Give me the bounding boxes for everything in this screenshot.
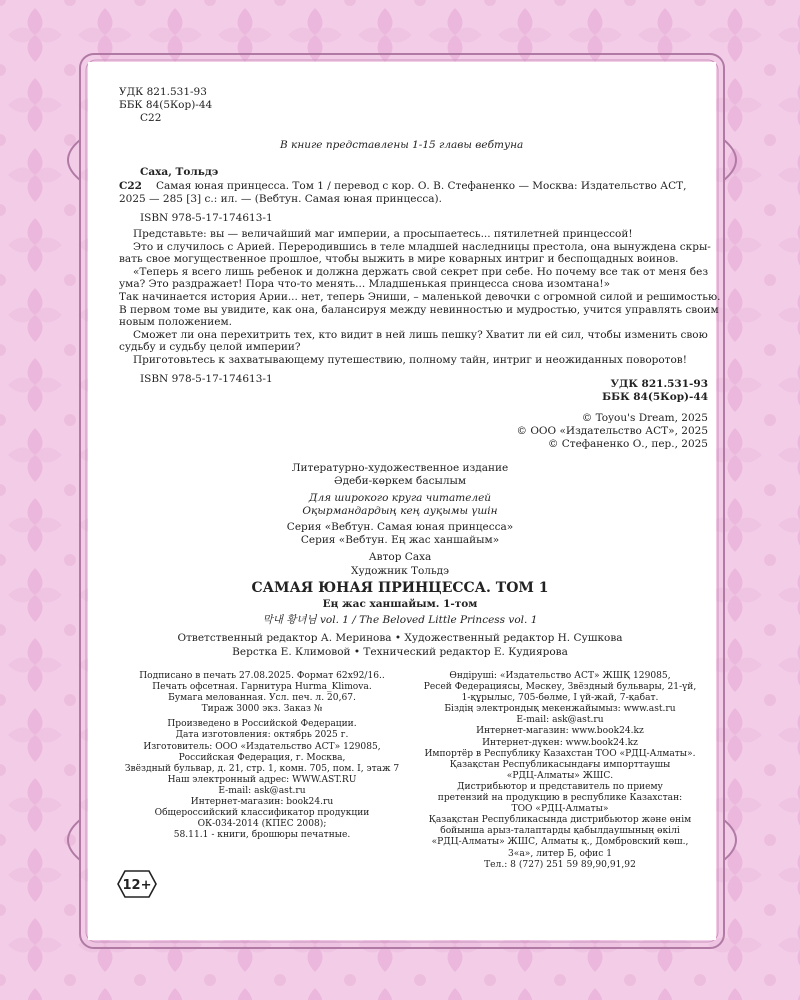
annotation-line: В первом томе вы увидите, как она, балансируя между невинностью и мудростью, учится управлять своим	[119, 303, 719, 316]
imprint-line: претензий на продукцию в республике Казахстан:	[437, 793, 683, 804]
isbn-2: ISBN 978-5-17-174613-1	[140, 373, 273, 385]
imprint-line: Интернет-магазин: www.book24.kz	[476, 726, 644, 737]
author-credit: Автор Саха	[368, 551, 432, 563]
imprint-line: бойынша арыз-талаптарды қабылдаушының өкілі	[440, 826, 680, 837]
imprint-line: Қазақстан Республикасындағы импорттаушы	[449, 759, 671, 770]
imprint-line: Российская Федерация, г. Москва,	[178, 752, 346, 763]
annotation-line: вать свое могущественное прошлое, чтобы выжить в мире коварных интриг и беспощадных воинов.	[119, 253, 679, 266]
annotation-line: ума? Это раздражает! Пора что-то менять... Младшенькая принцесса снова изомтана!»	[119, 278, 611, 291]
imprint-line: Интернет-дүкен: www.book24.kz	[482, 737, 638, 748]
imprint-line: 1-құрылыс, 705-бөлме, I үй-жай, 7-қабат.	[461, 693, 659, 704]
age-rating-text: 12+	[122, 878, 152, 893]
bib-line-1: Самая юная принцесса. Том 1 / перевод с кор. О. В. Стефаненко — Москва: Издательство АСТ,	[156, 180, 687, 192]
imprint-line: Қазақстан Республикасында дистрибьютор және өнім	[428, 815, 692, 826]
annotation-line: Сможет ли она перехитрить тех, кто видит в ней лишь пешку? Хватит ли ей сил, чтобы изменить свою	[133, 328, 708, 341]
imprint-line: Печать офсетная. Гарнитура Hurma_Klimova.	[152, 682, 372, 693]
imprint-line: Произведено в Российской Федерации.	[167, 719, 357, 730]
imprint-line: Общероссийский классификатор продукции	[154, 808, 370, 819]
layout-line: Верстка Е. Климовой • Технический редактор Е. Кудиярова	[232, 646, 568, 658]
imprint-line: Дистрибьютор и представитель по приему	[457, 781, 663, 792]
original-title: 막내 황녀님 vol. 1 / The Beloved Little Princess vol. 1	[262, 614, 538, 626]
bbk-right: ББК 84(5Кор)-44	[602, 391, 708, 403]
imprint-line: «РДЦ-Алматы» ЖШС.	[506, 770, 614, 781]
annotation-line: Так начинается история Арии... нет, теперь Эниши, – маленькой девочки с огромной силой и решимостью.	[119, 290, 721, 303]
age-rating-badge	[117, 870, 157, 898]
imprint-line: Звёздный бульвар, д. 21, стр. 1, комн. 705, пом. I, этаж 7	[124, 763, 400, 774]
imprint-line: Тел.: 8 (727) 251 59 89,90,91,92	[484, 859, 636, 870]
imprint-line: 58.11.1 - книги, брошюры печатные.	[173, 830, 351, 841]
imprint-line: E-mail: ask@ast.ru	[516, 715, 604, 726]
isbn: ISBN 978-5-17-174613-1	[140, 212, 273, 224]
editors-line: Ответственный редактор А. Меринова • Художественный редактор Н. Сушкова	[177, 632, 623, 644]
imprint-line: 3«а», литер Б, офис 1	[508, 848, 612, 859]
imprint-line: «РДЦ-Алматы» ЖШС, Алматы қ., Домбровский көш.,	[431, 837, 689, 848]
imprint-line: Наш электронный адрес: WWW.AST.RU	[167, 774, 357, 785]
audience-ru: Для широкого круга читателей	[308, 492, 492, 504]
imprint-line: E-mail: ask@ast.ru	[218, 785, 306, 796]
imprint-line: Бумага мелованная. Усл. печ. л. 20,67.	[168, 693, 356, 704]
edition-type-ru: Литературно-художественное издание	[291, 462, 509, 474]
imprint-line: Тираж 3000 экз. Заказ №	[201, 704, 323, 715]
imprint-line: Импортёр в Республику Казахстан ТОО «РДЦ-Алматы».	[424, 748, 696, 759]
annotation-line: новым положением.	[119, 316, 232, 329]
author-mark: С22	[140, 112, 162, 124]
edition-type-kz: Әдеби-көркем басылым	[333, 475, 467, 487]
imprint-line: ОК-034-2014 (КПЕС 2008);	[197, 819, 327, 830]
imprint-line: Ресей Федерациясы, Мәскеу, Звёздный бульвары, 21-үй,	[423, 682, 697, 693]
copyright-line: © Toyou's Dream, 2025	[581, 412, 708, 424]
udk-code: УДК 821.531-93	[119, 86, 207, 98]
bib-code: С22	[119, 180, 142, 192]
udk-right: УДК 821.531-93	[610, 378, 708, 390]
annotation-line: Это и случилось с Арией. Переродившись в теле младшей наследницы престола, она вынуждена скры-	[133, 240, 711, 253]
imprint-line: Интернет-магазин: book24.ru	[190, 797, 334, 808]
bbk-code: ББК 84(5Кор)-44	[119, 99, 213, 111]
imprint-left-column	[117, 671, 407, 841]
series-ru: Серия «Вебтун. Самая юная принцесса»	[286, 521, 514, 533]
series-kz: Серия «Вебтун. Ең жас ханшайым»	[300, 534, 500, 546]
copyright-line: © ООО «Издательство АСТ», 2025	[516, 425, 708, 437]
audience-kz: Оқырмандардың кең ауқымы үшін	[302, 505, 498, 517]
imprint-line: Изготовитель: ООО «Издательство АСТ» 129085,	[143, 741, 381, 752]
book-title-kz: Ең жас ханшайым. 1-том	[322, 598, 478, 610]
copyright-line: © Стефаненко О., пер., 2025	[547, 438, 708, 450]
bib-line-2: 2025 — 285 [3] с.: ил. — (Вебтун. Самая юная принцесса).	[119, 193, 442, 205]
book-title: САМАЯ ЮНАЯ ПРИНЦЕССА. ТОМ 1	[251, 580, 549, 596]
annotation-line: Представьте: вы — величайший маг империи, а просыпаетесь... пятилетней принцессой!	[133, 228, 633, 240]
imprint-right-column	[414, 671, 706, 871]
annotation	[119, 228, 720, 367]
annotation-line: Приготовьтесь к захватывающему путешествию, полному тайн, интриг и неожиданных поворотов!	[133, 353, 687, 366]
chapters-note: В книге представлены 1-15 главы вебтуна	[280, 139, 524, 151]
artist-credit: Художник Тольдэ	[350, 565, 450, 577]
annotation-line: судьбу и судьбу целой империи?	[119, 341, 301, 354]
imprint-line: ТОО «РДЦ-Алматы»	[511, 804, 609, 815]
imprint-line: Дата изготовления: октябрь 2025 г.	[175, 730, 349, 741]
author-heading: Саха, Тольдэ	[140, 166, 219, 178]
imprint-line: Подписано в печать 27.08.2025. Формат 62x92/16..	[139, 671, 385, 681]
imprint-line: Біздің электрондық мекенжайымыз: www.ast.ru	[444, 704, 676, 715]
imprint-line: Өндіруші: «Издательство АСТ» ЖШҚ 129085,	[449, 671, 671, 681]
annotation-line: «Теперь я всего лишь ребенок и должна держать свой секрет при себе. Но почему все так от меня без	[133, 265, 709, 278]
